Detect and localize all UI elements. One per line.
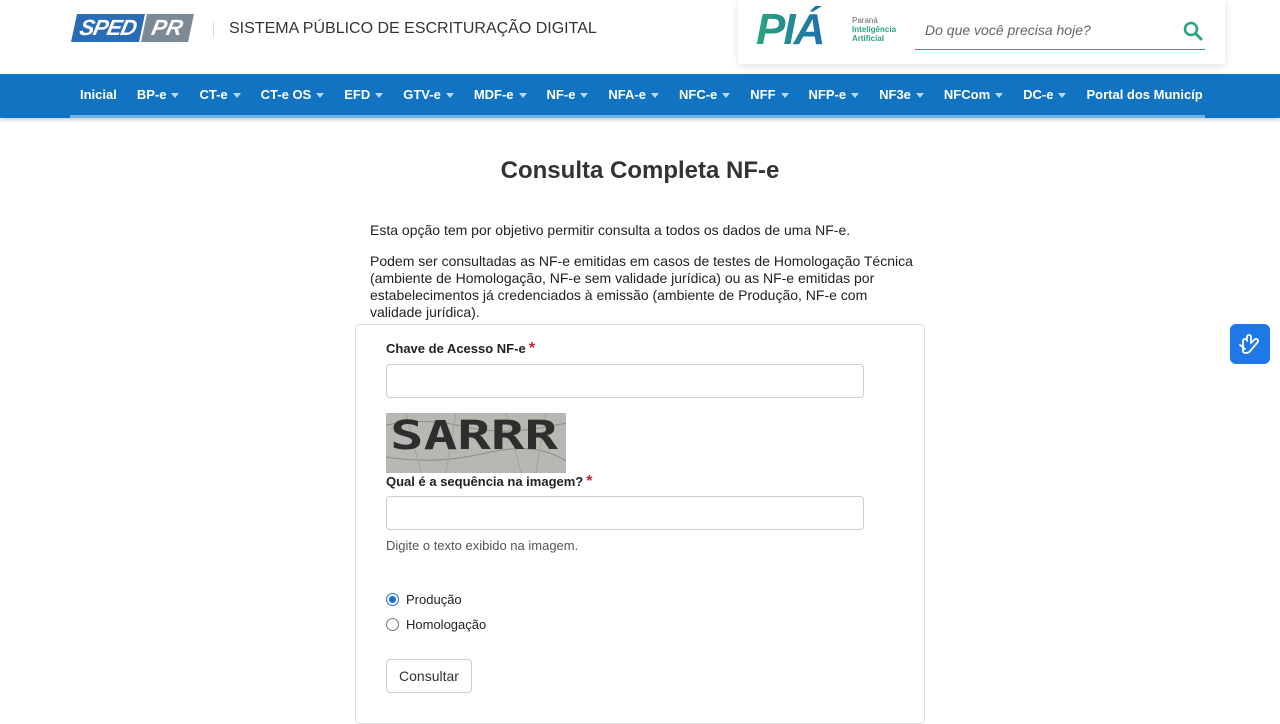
main-nav-inner: [70, 74, 1205, 118]
required-mark: *: [528, 340, 535, 357]
nav-item-label: DC-e: [1023, 87, 1054, 102]
pia-search-box: [738, 0, 1225, 64]
nav-item-label: NFCom: [943, 87, 991, 102]
main-nav: [0, 74, 1280, 118]
sign-language-icon: [1237, 331, 1263, 357]
caret-down-icon: [1058, 93, 1066, 98]
radio-production[interactable]: [386, 592, 462, 607]
nav-item-nff[interactable]: [740, 87, 798, 102]
vlibras-accessibility-button[interactable]: [1230, 324, 1270, 364]
logo-sped-text: SPED: [71, 14, 145, 42]
nav-item-efd[interactable]: [334, 87, 393, 102]
nav-list: [70, 74, 1205, 115]
nav-item-bp-e[interactable]: [127, 87, 190, 102]
caret-down-icon: [781, 93, 789, 98]
system-title: SISTEMA PÚBLICO DE ESCRITURAÇÃO DIGITAL: [229, 20, 597, 37]
caret-down-icon: [851, 93, 859, 98]
caret-down-icon: [580, 93, 588, 98]
nav-item-label: BP-e: [136, 87, 167, 102]
nav-item-nf-e[interactable]: [537, 87, 599, 102]
nav-item-mdf-e[interactable]: [464, 87, 537, 102]
caret-down-icon: [995, 93, 1003, 98]
nav-item-label: NFA-e: [608, 87, 646, 102]
intro-paragraph-1: Esta opção tem por objetivo permitir consulta a todos os dados de uma NF-e.: [370, 222, 851, 238]
nav-item-gtv-e[interactable]: [393, 87, 464, 102]
nav-item-inicial[interactable]: [70, 87, 127, 102]
access-key-label-text: Chave de Acesso NF-e: [386, 341, 526, 356]
radio-homologation-button[interactable]: [386, 618, 399, 631]
nav-item-label: NF3e: [879, 87, 911, 102]
nav-item-label: MDF-e: [473, 87, 514, 102]
nav-item-label: NFP-e: [808, 87, 847, 102]
caret-down-icon: [171, 93, 179, 98]
nav-item-portal-dos-munic-p[interactable]: [1076, 87, 1205, 102]
nav-item-label: Inicial: [80, 87, 117, 102]
search-bar: [915, 14, 1205, 50]
nav-item-nfa-e[interactable]: [598, 87, 669, 102]
caret-down-icon: [651, 93, 659, 98]
nav-item-nfcom[interactable]: [934, 87, 1013, 102]
intro-text: [370, 222, 915, 335]
nav-item-ct-e-os[interactable]: [251, 87, 335, 102]
caret-down-icon: [916, 93, 924, 98]
nav-item-label: NFC-e: [678, 87, 718, 102]
pia-sub-line-1: Inteligência: [852, 25, 897, 34]
nav-item-nf3e[interactable]: [869, 87, 934, 102]
caret-down-icon: [233, 93, 241, 98]
access-key-input[interactable]: [386, 364, 864, 398]
caret-down-icon: [446, 93, 454, 98]
captcha-label-text: Qual é a sequência na imagem?: [386, 474, 584, 489]
nav-item-ct-e[interactable]: [189, 87, 250, 102]
captcha-input[interactable]: [386, 496, 864, 530]
intro-paragraph-2: Podem ser consultadas as NF-e emitidas em casos de testes de Homologação Técnica (ambiente de Homologação, NF-e sem validade jurídica) ou as NF-e emitidas por estabelecimentos já credenciados à emissão (ambiente de Produção, NF-e com validade jurídica).: [370, 253, 913, 320]
consultar-button[interactable]: Consultar: [386, 659, 472, 693]
radio-homologation[interactable]: [386, 617, 486, 632]
caret-down-icon: [519, 93, 527, 98]
nav-item-label: CT-e: [199, 87, 228, 102]
radio-homologation-label: Homologação: [406, 617, 487, 632]
radio-production-button[interactable]: [386, 593, 399, 606]
nav-item-nfp-e[interactable]: [799, 87, 870, 102]
captcha-label: [386, 473, 592, 491]
nav-item-label: EFD: [344, 87, 371, 102]
caret-down-icon: [722, 93, 730, 98]
nav-item-label: Portal dos Municíp: [1086, 87, 1203, 102]
search-input[interactable]: [915, 22, 1165, 38]
captcha-image: [386, 413, 566, 473]
captcha-help-text: Digite o texto exibido na imagem.: [386, 538, 579, 553]
sped-pr-logo[interactable]: [74, 14, 190, 42]
nav-item-label: NF-e: [546, 87, 576, 102]
consulta-form: [355, 324, 925, 724]
nav-item-label: GTV-e: [403, 87, 441, 102]
radio-production-label: Produção: [406, 592, 462, 607]
captcha-graphic: [386, 413, 566, 473]
nav-item-dc-e[interactable]: [1013, 87, 1076, 102]
search-icon[interactable]: [1183, 21, 1203, 41]
nav-item-label: CT-e OS: [260, 87, 312, 102]
header-divider: [213, 22, 214, 38]
pia-logo[interactable]: PIÁ: [756, 5, 824, 54]
captcha-text: SARRR: [390, 413, 560, 459]
site-header: [0, 0, 1280, 74]
logo-pr-text: PR: [141, 14, 194, 42]
pia-subtitle: [852, 16, 896, 43]
access-key-label: [386, 340, 535, 358]
pia-sub-top: Paraná: [852, 16, 878, 25]
nav-item-label: NFF: [750, 87, 776, 102]
nav-item-nfc-e[interactable]: [669, 87, 740, 102]
page-title: Consulta Completa NF-e: [500, 157, 780, 184]
required-mark: *: [586, 473, 593, 490]
caret-down-icon: [316, 93, 324, 98]
caret-down-icon: [375, 93, 383, 98]
pia-sub-line-2: Artificial: [852, 34, 885, 43]
